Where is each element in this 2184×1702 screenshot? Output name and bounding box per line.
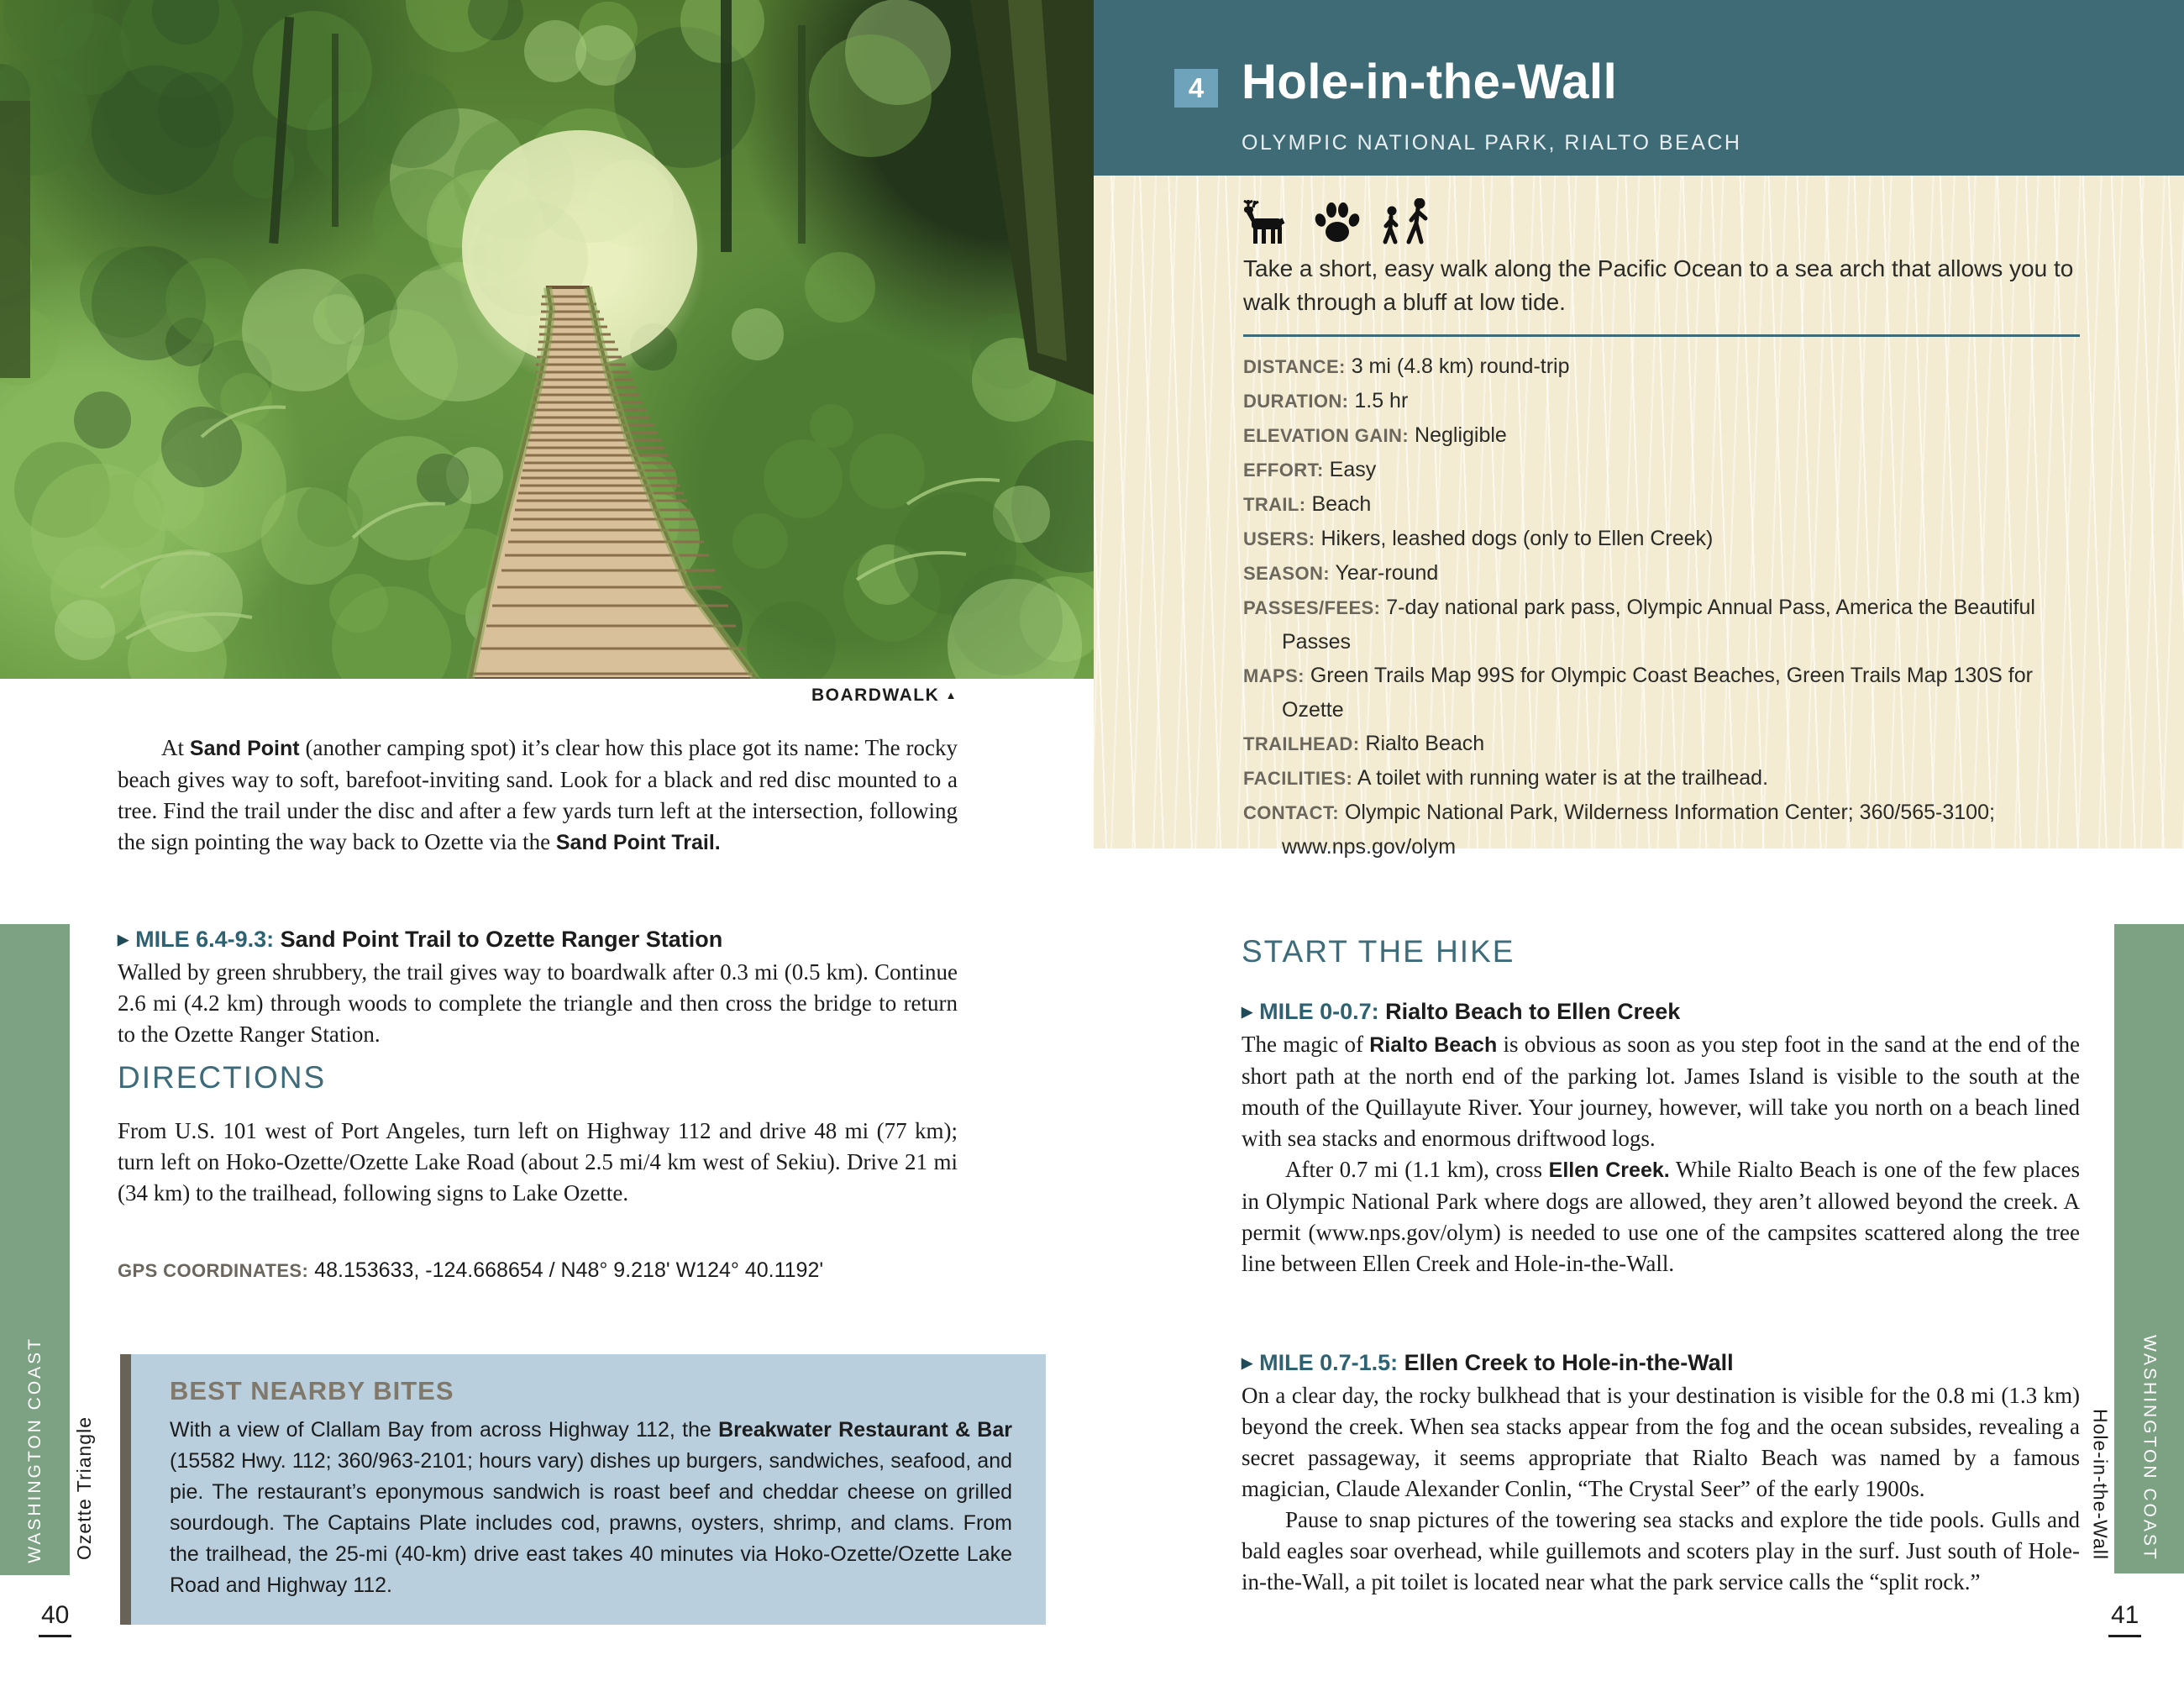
directions-heading: DIRECTIONS [118, 1060, 327, 1095]
gps-label: GPS COORDINATES: [118, 1260, 309, 1281]
mile-section-1 [1242, 996, 2082, 1279]
mile-body: On a clear day, the rocky bulkhead that is your destination is visible for the 0.8 mi (1.3 km) beyond the creek. When sea stacks appear from the fog and the ocean subsides, revealing a secret passageway, it seems appropriate that Rialto Beach was named by a famous magician, Claude Alexander Conlin, “The Crystal Seer” of the early 1900s. Pause to snap pictures of the towering sea stacks and explore the tide pools. Gulls and bald eagles soar overhead, while guillemots and scoters play in the surf. Just south of Hole-in-the-Wall, a pit toilet is located near what the park service calls the “split rock.” [1242, 1383, 2080, 1594]
hikers-icon [1379, 198, 1435, 245]
mile-marker-icon: ▶ [1242, 1355, 1253, 1371]
best-nearby-bites-box [120, 1354, 1046, 1625]
left-hike-tab-label: Ozette Triangle [72, 1416, 95, 1560]
mile-section-left [118, 924, 966, 1050]
stat-trailhead: TRAILHEAD: Rialto Beach [1243, 732, 1485, 755]
left-page-number: 40 [39, 1601, 71, 1630]
stat-users: USERS: Hikers, leashed dogs (only to Ellen Creek) [1243, 527, 1714, 550]
stat-maps: MAPS: Green Trails Map 99S for Olympic Coast Beaches, Green Trails Map 130S for Ozette [1243, 664, 2033, 722]
caption-arrow-icon: ▲ [945, 689, 958, 701]
right-hike-tab-label: Hole-in-the-Wall [2089, 1408, 2112, 1560]
sand-point-paragraph: At Sand Point (another camping spot) it’s clear how this place got its name: The rocky beach gives way to soft, barefoot-inviting sand. Look for a black and red disc mounted to a tree. Find the trail under the disc and after a few yards turn left at the intersection, following the sign pointing the way back to Ozette via the Sand Point Trail. [118, 735, 958, 854]
mile-body: The magic of Rialto Beach is obvious as soon as you step foot in the sand at the end of the short path at the north end of the parking lot. James Island is visible to the south at the mouth of the Quillayute River. Your journey, however, will take you north on a beach lined with sea stacks and enormous driftwood logs. After 0.7 mi (1.1 km), cross Ellen Creek. While Rialto Beach is one of the few places in Olympic National Park where dogs are allowed, they aren’t allowed beyond the creek. A permit (www.nps.gov/olym) is needed to use one of the campsites scattered along the tree line between Ellen Creek and Hole-in-the-Wall. [1242, 1032, 2080, 1276]
mile-body: Walled by green shrubbery, the trail gives way to boardwalk after 0.3 mi (0.5 km). Continue 2.6 mi (4.2 km) through woods to complete the triangle and then cross the bridge to return to the Ozette Ranger Station. [118, 959, 958, 1047]
paw-icon [1314, 200, 1361, 245]
stat-elevation: ELEVATION GAIN: Negligible [1243, 423, 1507, 447]
gps-coordinates [118, 1258, 1025, 1283]
gps-value: 48.153633, -124.668654 / N48° 9.218' W124° 40.1192' [314, 1258, 824, 1282]
bites-title: BEST NEARBY BITES [170, 1376, 454, 1405]
hike-subtitle: OLYMPIC NATIONAL PARK, RIALTO BEACH [1242, 131, 1742, 155]
right-region-tab [2114, 924, 2184, 1573]
hike-intro: Take a short, easy walk along the Pacific Ocean to a sea arch that allows you to walk through a bluff at low tide. [1243, 255, 2074, 315]
right-page-number: 41 [2108, 1601, 2141, 1630]
stat-effort: EFFORT: Easy [1243, 458, 1377, 481]
mile-heading: ▶ MILE 6.4-9.3: Sand Point Trail to Ozette Ranger Station [118, 927, 723, 952]
mile-marker-icon: ▶ [1242, 1004, 1253, 1020]
elk-icon [1243, 200, 1295, 245]
left-region-tab [0, 924, 70, 1575]
hike-title: Hole-in-the-Wall [1242, 55, 1618, 109]
hike-feature-icons [1243, 198, 1435, 245]
trail-photo-art [0, 0, 1094, 679]
left-region-tab-label: WASHINGTON COAST [24, 1337, 45, 1563]
stat-season: SEASON: Year-round [1243, 561, 1439, 585]
right-region-tab-label: WASHINGTON COAST [2139, 1335, 2160, 1562]
intro-divider [1243, 334, 2080, 337]
stat-facilities: FACILITIES: A toilet with running water is at the trailhead. [1243, 766, 1769, 790]
left-hike-tab [71, 924, 97, 1560]
hike-number-badge: 4 [1174, 69, 1218, 108]
mile-section-2 [1242, 1347, 2082, 1598]
trail-photo [0, 0, 1094, 679]
directions-body: From U.S. 101 west of Port Angeles, turn left on Highway 112 and drive 48 mi (77 km); turn left on Hoko-Ozette/Ozette Lake Road (about 2.5 mi/4 km west of Sekiu). Drive 21 mi (34 km) to the trailhead, following signs to Lake Ozette. [118, 1118, 958, 1206]
mile-heading: ▶ MILE 0-0.7: Rialto Beach to Ellen Creek [1242, 999, 1681, 1024]
photo-caption-label: BOARDWALK [811, 686, 940, 705]
right-hike-tab [2087, 924, 2113, 1560]
photo-caption [118, 686, 958, 706]
bites-body: With a view of Clallam Bay from across Highway 112, the Breakwater Restaurant & Bar (15582 Hwy. 112; 360/963-2101; hours vary) dishes up burgers, sandwiches, seafood, and pie. The restaurant’s eponymous sandwich is roast beef and cheddar cheese on grilled sourdough. The Captains Plate includes cod, prawns, oysters, shrimp, and clams. From the trailhead, the 25-mi (40-km) drive east takes 40 minutes via Hoko-Ozette/Ozette Lake Road and Highway 112. [170, 1418, 1012, 1597]
stat-distance: DISTANCE: 3 mi (4.8 km) round-trip [1243, 355, 1570, 378]
mile-marker-icon: ▶ [118, 932, 129, 948]
mile-heading: ▶ MILE 0.7-1.5: Ellen Creek to Hole-in-the-Wall [1242, 1350, 1734, 1375]
stat-trail: TRAIL: Beach [1243, 492, 1372, 516]
stat-contact: CONTACT: Olympic National Park, Wilderness Information Center; 360/565-3100; www.nps.gov/olym [1243, 801, 1995, 859]
stat-duration: DURATION: 1.5 hr [1243, 389, 1409, 412]
stat-passes: PASSES/FEES: 7-day national park pass, Olympic Annual Pass, America the Beautiful Passes [1243, 596, 2035, 654]
stats-list [1243, 349, 2095, 864]
start-the-hike-heading: START THE HIKE [1242, 934, 1515, 969]
